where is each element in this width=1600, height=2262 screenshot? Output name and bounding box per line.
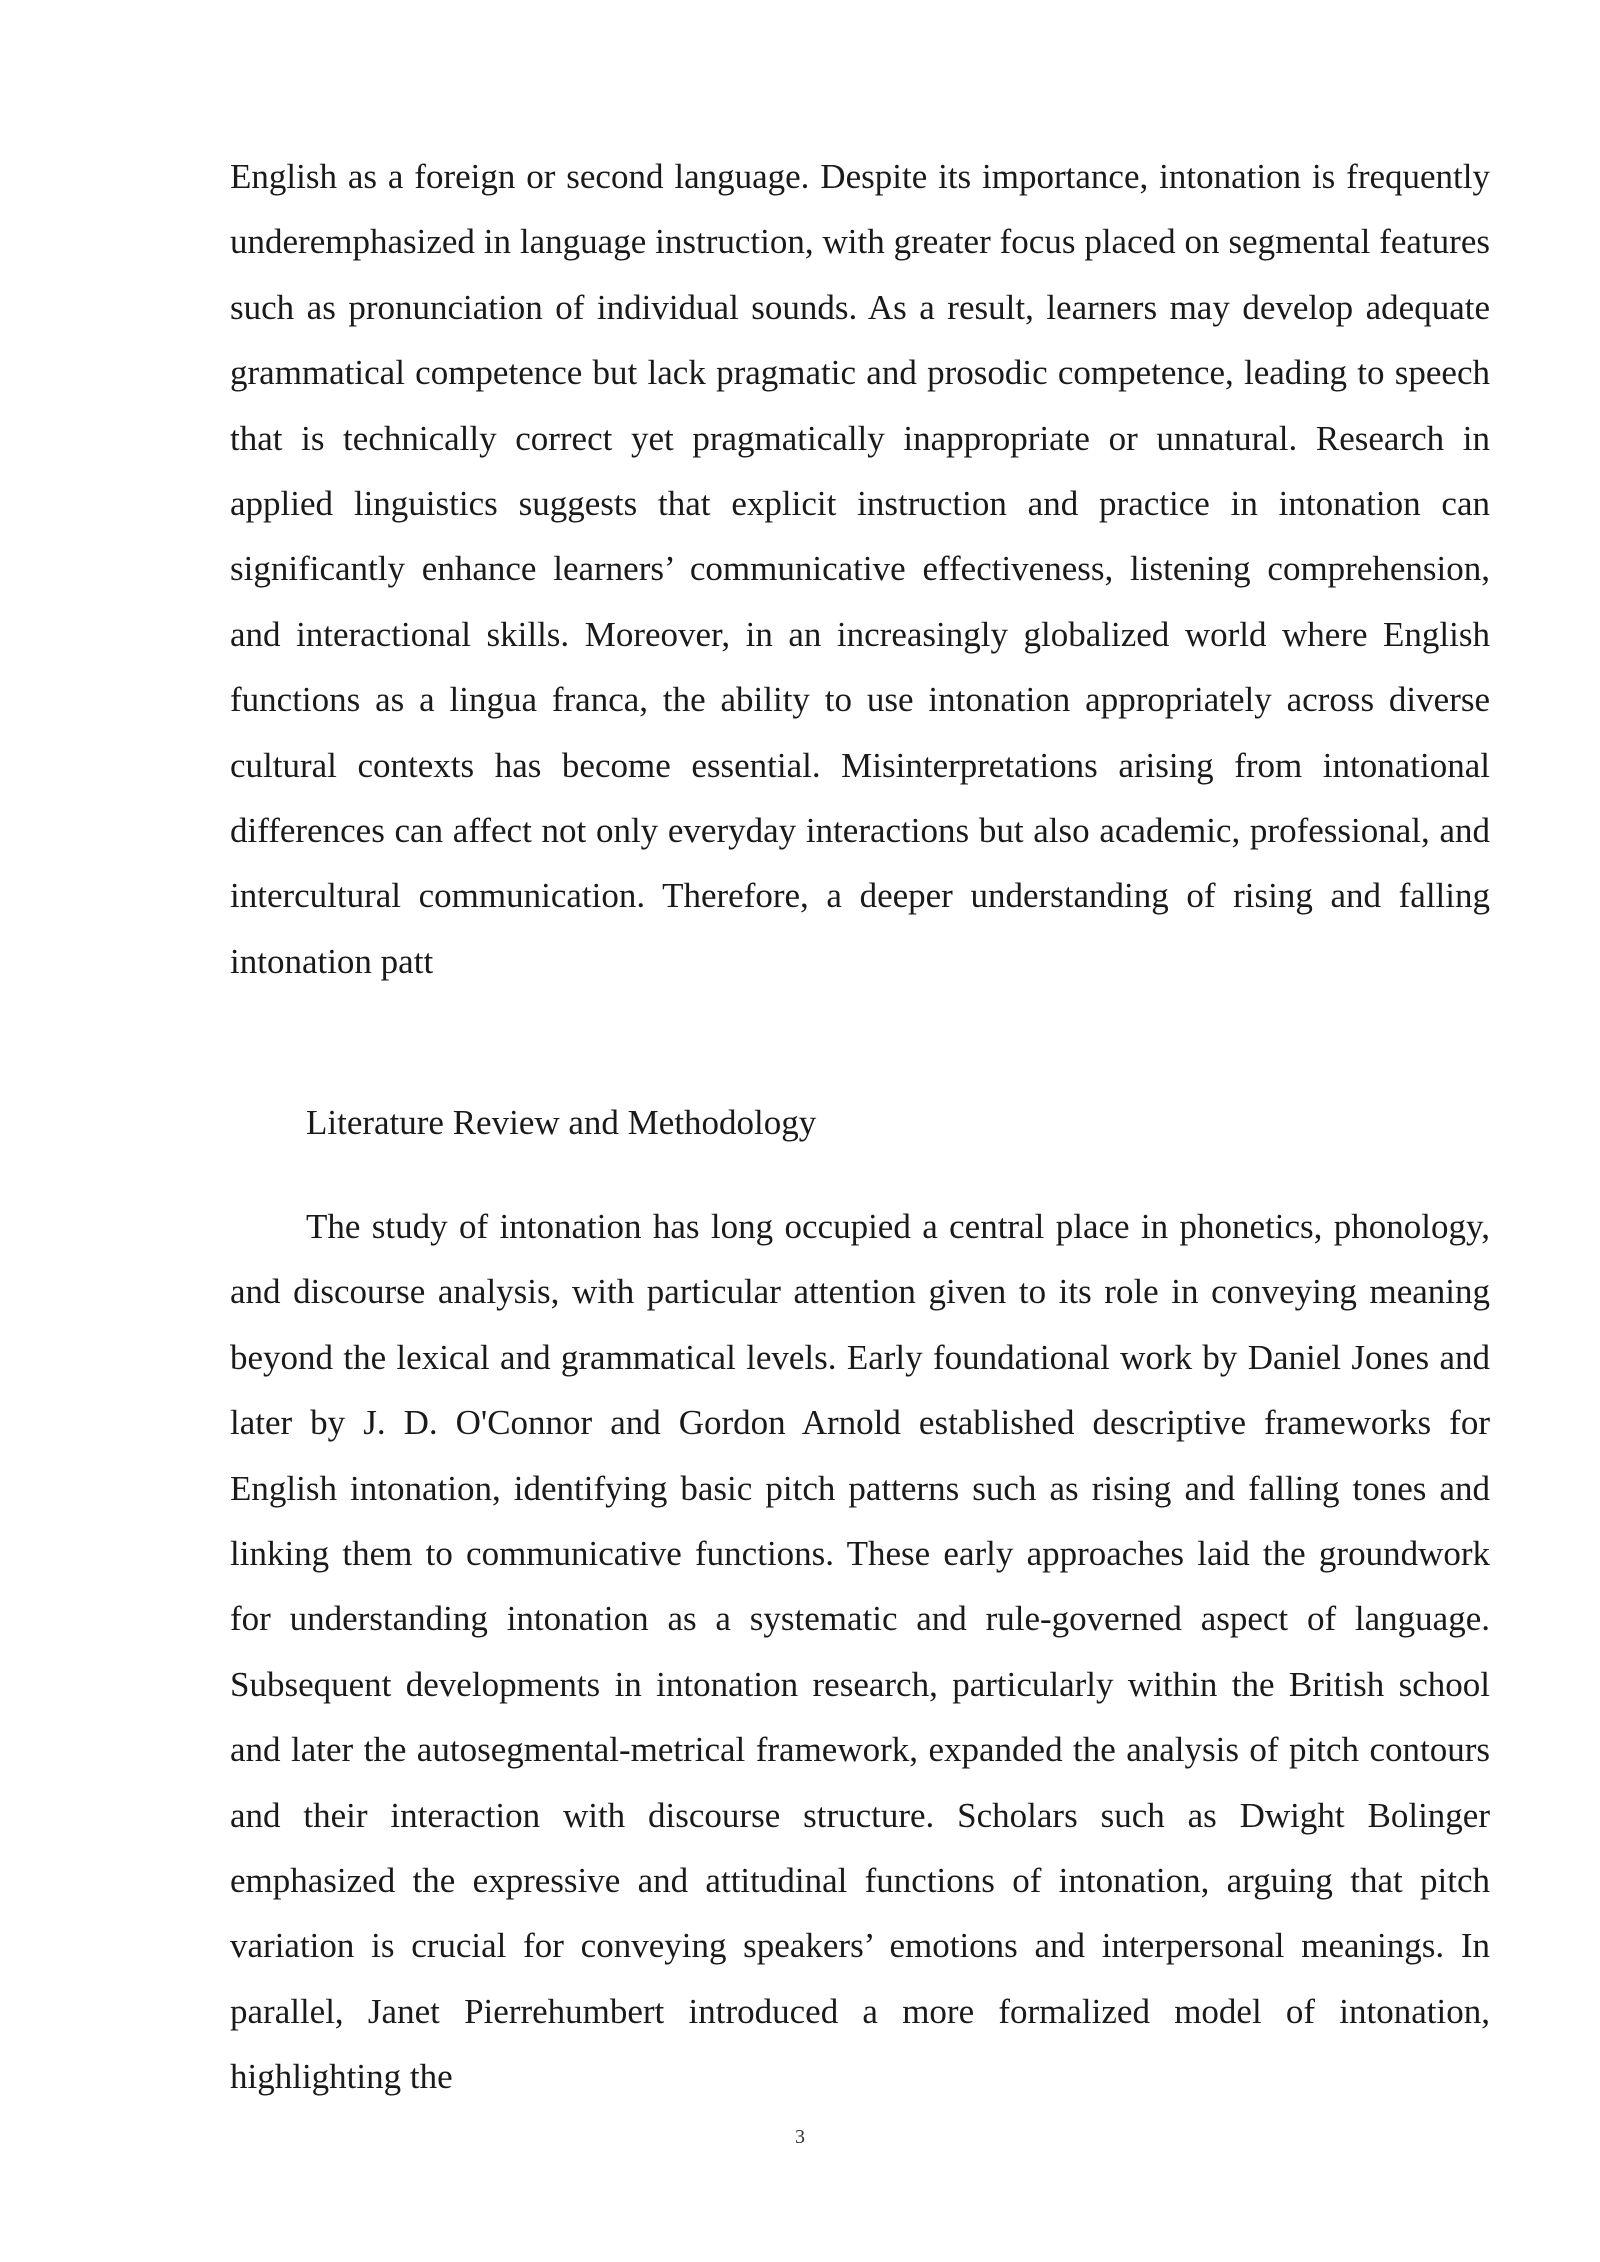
page-number: 3 [795,2126,805,2148]
body-paragraph-literature: The study of intonation has long occupied a central place in phonetics, phonology, and discourse analysis, with particular attention given to its role in conveying meaning beyond the lexical and grammatical levels. Early foundational work by Daniel Jones and later by J. D. O'Connor and Gordon Arnold established descriptive frameworks for English intonation, identifying basic pitch patterns such as rising and falling tones and linking them to communicative functions. These early approaches laid the groundwork for understanding intonation as a systematic and rule-governed aspect of language. Subsequent developments in intonation research, particularly within the British school and later the autosegmental-metrical framework, expanded the analysis of pitch contours and their interaction with discourse structure. Scholars such as Dwight Bolinger emphasized the expressive and attitudinal functions of intonation, arguing that pitch variation is crucial for conveying speakers’ emotions and interpersonal meanings. In parallel, Janet Pierrehumbert introduced a more formalized model of intonation, highlighting the [230,1207,1490,2097]
body-paragraph-intro: English as a foreign or second language. Despite its importance, intonation is frequently underemphasized in language instruction, with greater focus placed on segmental features such as pronunciation of individual sounds. As a result, learners may develop adequate grammatical competence but lack pragmatic and prosodic competence, leading to speech that is technically correct yet pragmatically inappropriate or unnatural. Research in applied linguistics suggests that explicit instruction and practice in intonation can significantly enhance learners’ communicative effectiveness, listening comprehension, and interactional skills. Moreover, in an increasingly globalized world where English functions as a lingua franca, the ability to use intonation appropriately across diverse cultural contexts has become essential. Misinterpretations arising from intonational differences can affect not only everyday interactions but also academic, professional, and intercultural communication. Therefore, a deeper understanding of rising and falling intonation patt [230,157,1490,981]
section-heading: Literature Review and Methodology [306,1103,817,1142]
